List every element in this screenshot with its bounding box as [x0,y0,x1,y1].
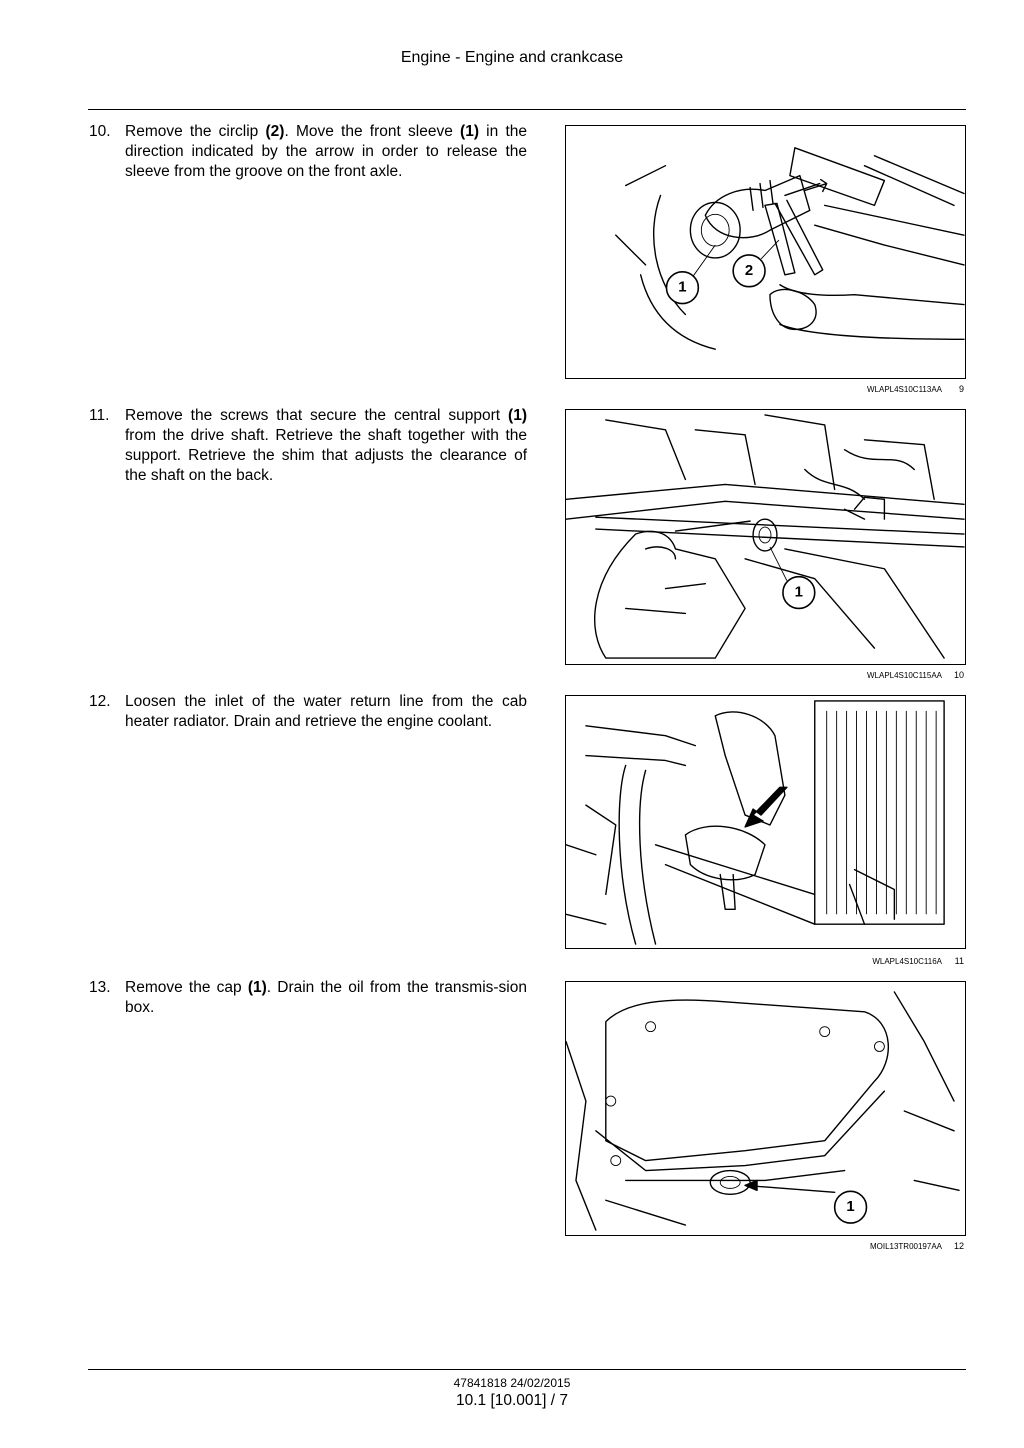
figure-9-caption [565,384,966,396]
step-reference: (1) [460,123,479,140]
step-text [125,692,527,732]
step-11 [89,406,527,486]
page-header-title: Engine - Engine and crankcase [400,49,624,66]
figure-number: 11 [954,956,964,966]
step-text-segment: . Move the front sleeve [284,123,461,140]
figure-number: 12 [953,1241,964,1251]
header-rule [88,109,966,110]
step-number: 13. [89,979,111,996]
callout-2: 2 [744,262,754,279]
footer-doc-ref: 47841818 24/02/2015 [453,1376,571,1390]
callout-1: 1 [678,279,687,296]
figure-code: WLAPL4S10C113AA [866,385,942,394]
figure-10-caption [565,670,966,682]
step-13 [89,978,527,1018]
step-text [125,978,527,1018]
step-reference: (1) [247,979,267,996]
figure-number: 10 [953,670,964,680]
step-number: 10. [89,123,111,140]
figure-11-caption [565,956,966,968]
step-number: 11. [89,407,110,424]
step-12 [89,692,527,732]
figure-code: WLAPL4S10C115AA [866,671,942,680]
figure-12 [565,981,966,1236]
step-text-segment: Remove the circlip [125,123,266,140]
figure-code: MOIL13TR00197AA [869,1242,942,1251]
figure-11 [565,695,966,949]
footer-page-ref: 10.1 [10.001] / 7 [455,1392,569,1409]
figure-number: 9 [958,384,964,394]
figure-10 [565,409,966,665]
step-text [125,406,527,486]
callout-1: 1 [794,584,803,601]
step-text-segment: Loosen the inlet of the water return line from the cab heater radiator. Drain and retrieve the engine coolant. [125,693,527,730]
step-10 [89,122,527,182]
figure-12-caption [565,1241,966,1253]
callout-1: 1 [846,1199,855,1216]
step-reference: (2) [265,123,285,140]
step-reference: (1) [508,407,527,424]
footer-rule [88,1369,966,1370]
step-text-segment: Remove the screws that secure the central support [125,407,509,424]
step-text-segment: in the direction indicated by the arrow in order to release the sleeve from the groove on the front axle. [125,123,527,180]
figure-9 [565,125,966,379]
step-text-segment: . Drain the oil from the transmis-sion box. [125,979,527,1016]
step-text-segment: from the drive shaft. Retrieve the shaft together with the support. Retrieve the shim that adjusts the clearance of the shaft on the back. [125,427,527,484]
step-text [125,122,527,182]
step-number: 12. [89,693,111,710]
step-text-segment: Remove the cap [125,979,248,996]
figure-code: WLAPL4S10C116A [872,957,942,966]
